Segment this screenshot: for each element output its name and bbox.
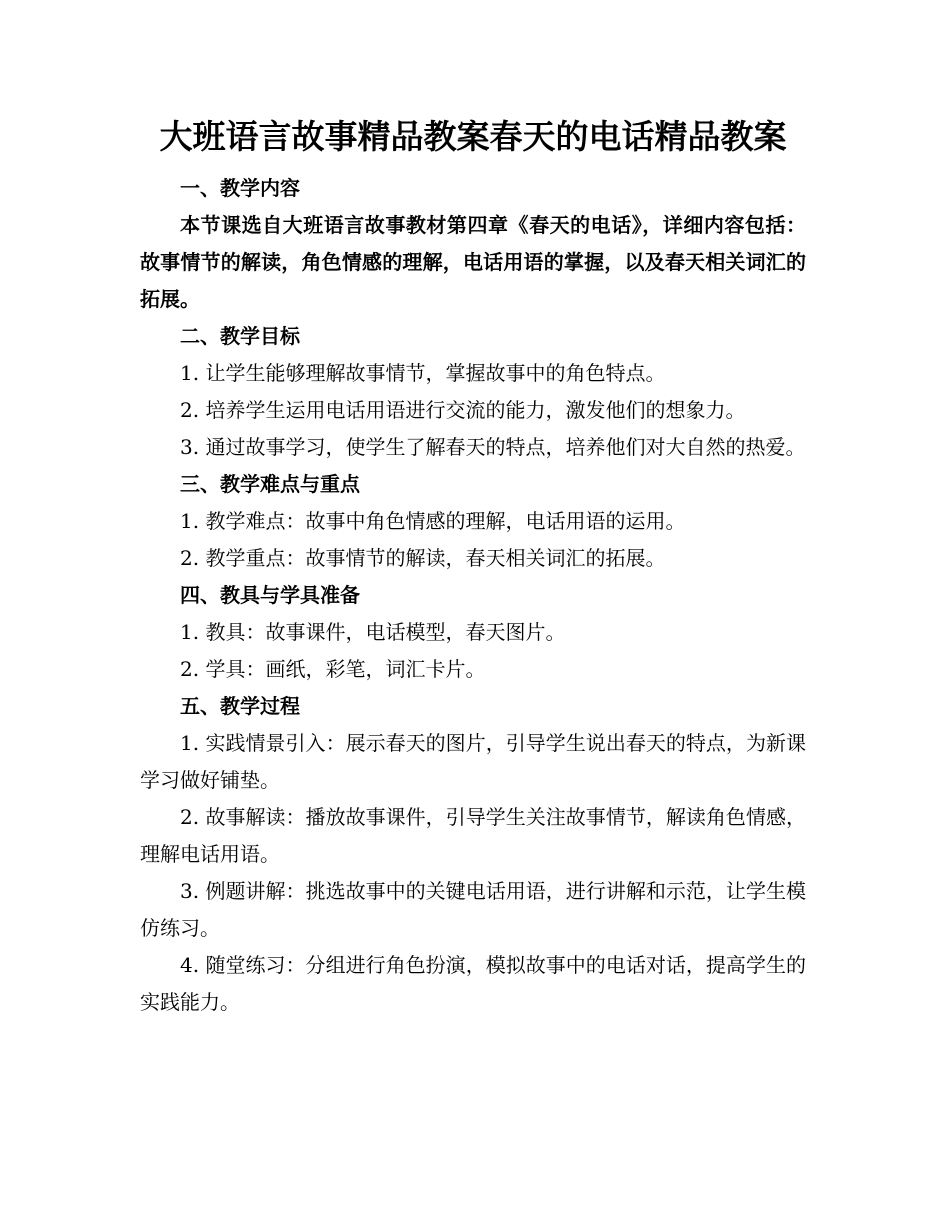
section-heading: 四、教具与学具准备 — [180, 583, 360, 607]
list-item: 2. 培养学生运用电话用语进行交流的能力，激发他们的想象力。 — [180, 398, 746, 422]
section-teaching-objectives — [140, 318, 806, 466]
list-item: 3. 例题讲解：挑选故事中的关键电话用语，进行讲解和示范，让学生模仿练习。 — [140, 879, 806, 940]
document-page — [140, 112, 806, 1021]
list-item: 1. 实践情景引入：展示春天的图片，引导学生说出春天的特点，为新课学习做好铺垫。 — [140, 731, 806, 792]
list-item: 2. 学具：画纸，彩笔，词汇卡片。 — [180, 657, 486, 681]
document-title: 大班语言故事精品教案春天的电话精品教案 — [159, 117, 787, 156]
list-item: 2. 故事解读：播放故事课件，引导学生关注故事情节，解读角色情感，理解电话用语。 — [140, 805, 806, 866]
section-heading: 三、教学难点与重点 — [180, 472, 360, 496]
list-item: 1. 让学生能够理解故事情节，掌握故事中的角色特点。 — [180, 361, 666, 385]
section-paragraph: 本节课选自大班语言故事教材第四章《春天的电话》，详细内容包括：故事情节的解读，角色情感的理解，电话用语的掌握，以及春天相关词汇的拓展。 — [140, 213, 806, 311]
section-teaching-content — [140, 170, 806, 318]
section-difficulties-and-key-points — [140, 466, 806, 577]
list-item: 1. 教具：故事课件，电话模型，春天图片。 — [180, 620, 566, 644]
section-heading: 一、教学内容 — [180, 176, 300, 200]
list-item: 4. 随堂练习：分组进行角色扮演，模拟故事中的电话对话，提高学生的实践能力。 — [140, 953, 806, 1014]
section-teaching-process — [140, 688, 806, 1021]
section-teaching-aids — [140, 577, 806, 688]
list-item: 3. 通过故事学习，使学生了解春天的特点，培养他们对大自然的热爱。 — [180, 435, 806, 459]
section-heading: 二、教学目标 — [180, 324, 300, 348]
section-heading: 五、教学过程 — [180, 694, 300, 718]
list-item: 1. 教学难点：故事中角色情感的理解，电话用语的运用。 — [180, 509, 686, 533]
list-item: 2. 教学重点：故事情节的解读，春天相关词汇的拓展。 — [180, 546, 666, 570]
